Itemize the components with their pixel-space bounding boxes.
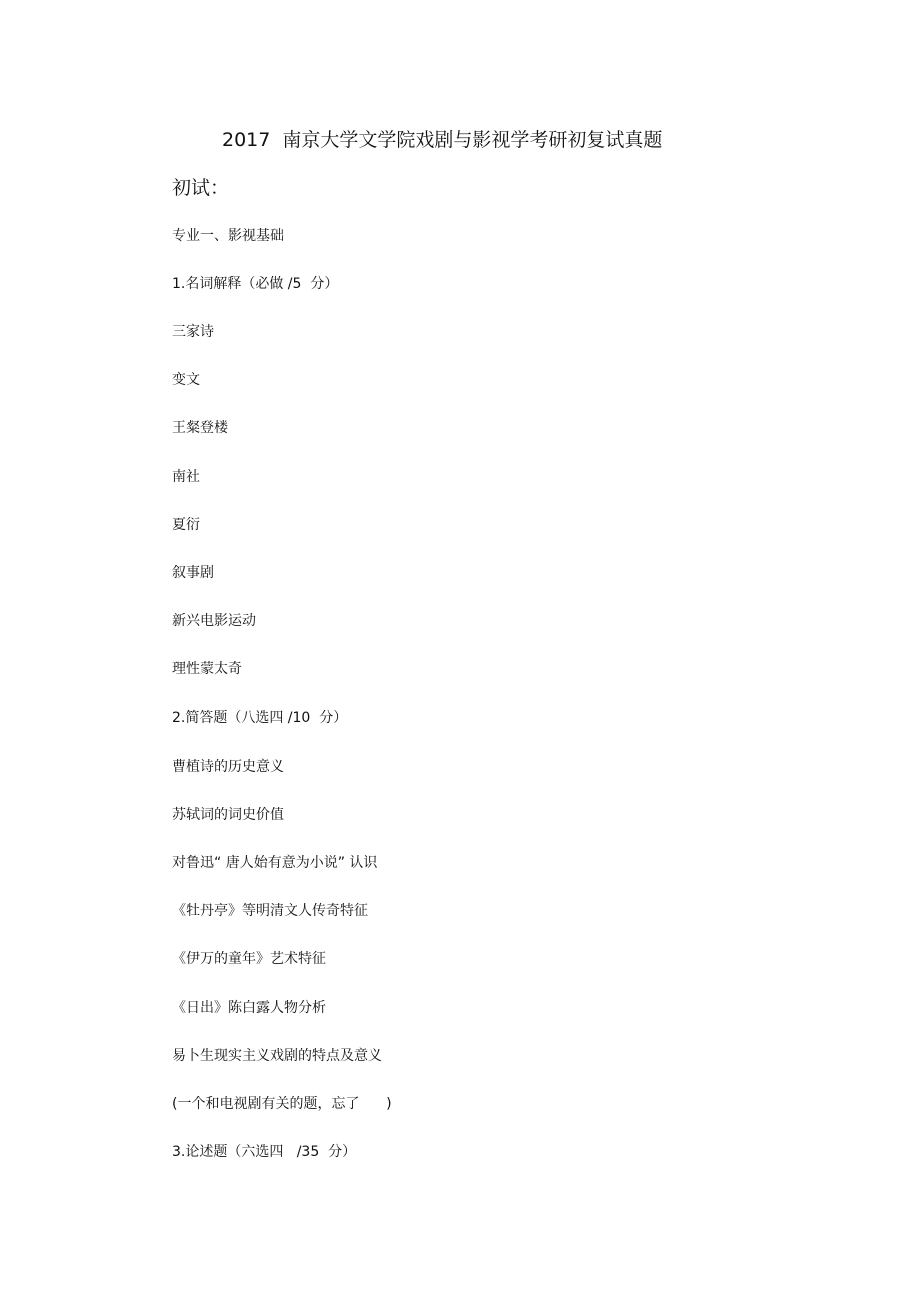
term-item: 变文 — [172, 372, 200, 388]
question-item: 《日出》陈白露人物分析 — [172, 1000, 326, 1016]
term-item: 王粲登楼 — [172, 420, 228, 436]
question-item: (一个和电视剧有关的题，忘了 ) — [172, 1096, 392, 1112]
term-item: 新兴电影运动 — [172, 613, 256, 629]
question-item: 易卜生现实主义戏剧的特点及意义 — [172, 1048, 382, 1064]
document-title: 2017 南京大学文学院戏剧与影视学考研初复试真题 — [222, 129, 663, 151]
question-item: 苏轼词的词史价值 — [172, 807, 284, 823]
question-section-heading: 2.简答题（八选四 /10 分） — [172, 710, 348, 726]
term-item: 夏衍 — [172, 517, 200, 533]
section-heading-preliminary: 初试： — [172, 177, 230, 199]
term-item: 叙事剧 — [172, 565, 214, 581]
question-item: 对鲁迅“ 唐人始有意为小说” 认识 — [172, 855, 378, 871]
term-item: 三家诗 — [172, 324, 214, 340]
question-item: 《牡丹亭》等明清文人传奇特征 — [172, 903, 368, 919]
term-item: 理性蒙太奇 — [172, 661, 242, 677]
question-item: 曹植诗的历史意义 — [172, 759, 284, 775]
subject-heading: 专业一、影视基础 — [172, 228, 284, 244]
question-section-heading: 3.论述题（六选四 /35 分） — [172, 1144, 357, 1160]
question-item: 《伊万的童年》艺术特征 — [172, 951, 326, 967]
question-section-heading: 1.名词解释（必做 /5 分） — [172, 276, 339, 292]
term-item: 南社 — [172, 469, 200, 485]
